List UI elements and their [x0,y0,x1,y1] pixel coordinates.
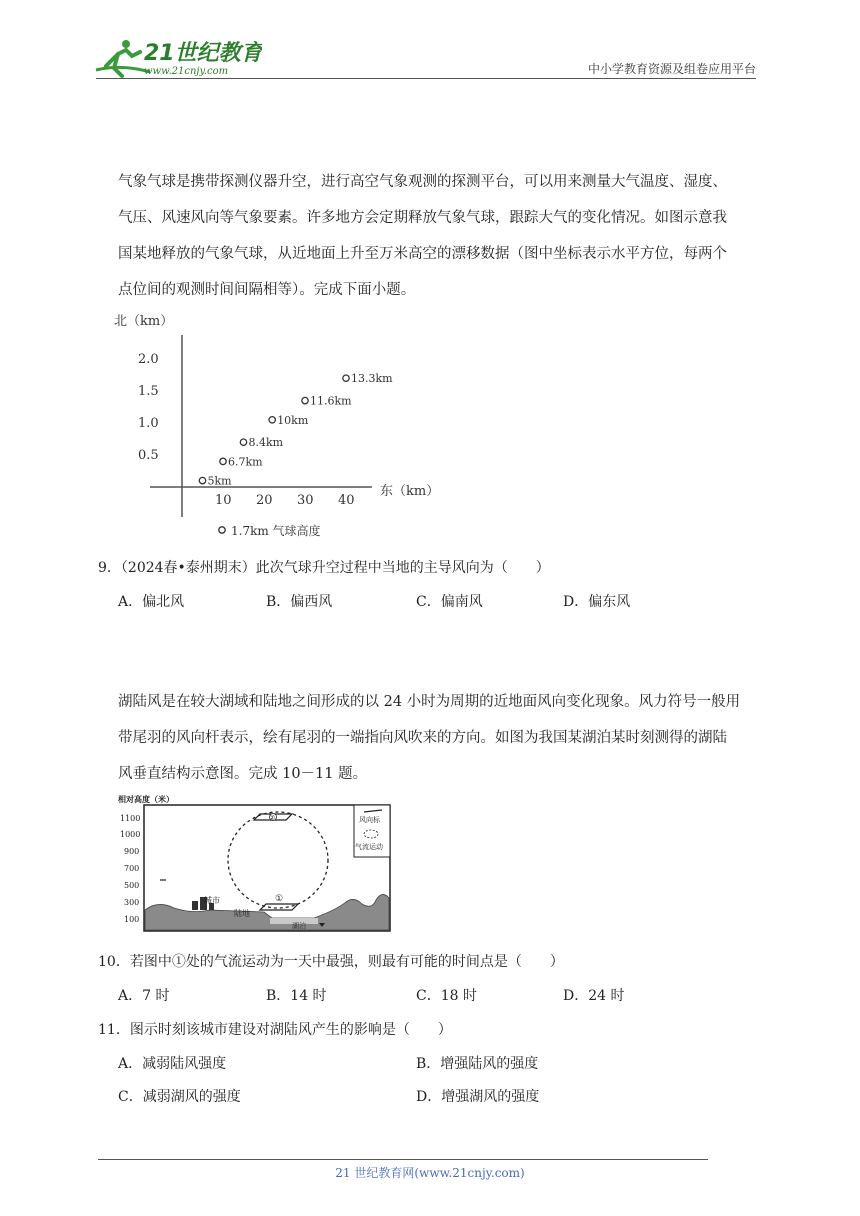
data-point [302,397,308,403]
legend-wind-text: 风向标 [359,816,380,824]
y-tick: 1000 [120,830,141,839]
passage-line: 气压、风速风向等气象要素。许多地方会定期释放气象气球，跟踪大气的变化情况。如图示意我 [118,210,727,226]
y-axis-label: 北（km） [114,314,174,329]
label-land: 陆地 [234,909,250,918]
q11-option-b[interactable]: B．增强陆风的强度 [416,1056,539,1072]
q9-option-b[interactable]: B．偏西风 [266,594,333,610]
q11-option-d[interactable]: D．增强湖风的强度 [416,1089,540,1105]
logo-main-text: 21世纪教育 [144,41,262,66]
x-axis-label: 东（km） [380,484,440,499]
question-9-stem: 9．（2024春•泰州期末）此次气球升空过程中当地的主导风向为（ ） [98,560,550,576]
q9-option-d[interactable]: D．偏东风 [563,594,631,610]
platform-name: 中小学教育资源及组卷应用平台 [587,62,756,76]
passage-2 [118,684,778,792]
y-tick: 500 [124,881,140,890]
q10-option-b[interactable]: B．14 时 [266,988,327,1004]
runner-icon [96,40,150,76]
question-10-stem: 10．若图中①处的气流运动为一天中最强，则最有可能的时间点是（ ） [98,954,564,970]
data-point-label: 6.7km [228,455,263,469]
header-divider [96,78,756,79]
y-tick: 700 [124,864,140,873]
passage-line: 湖陆风是在较大湖域和陆地之间形成的以 24 小时为周期的近地面风向变化现象。风力符号一般用 [118,694,741,710]
data-point-label: 11.6km [310,394,352,408]
site-logo [92,36,262,80]
x-tick-label: 40 [338,493,355,508]
diagram-y-label: 相对高度（米） [118,794,174,804]
data-point [269,417,275,423]
data-point [343,375,349,381]
balloon-drift-chart [110,305,470,545]
lake-breeze-diagram [114,792,394,934]
y-tick-label: 2.0 [138,352,159,367]
x-tick-label: 20 [256,493,273,508]
footer-divider [98,1159,708,1160]
y-tick: 1100 [120,814,141,823]
mark-1: ① [275,894,284,904]
passage-line: 气象气球是携带探测仪器升空，进行高空气象观测的探测平台，可以用来测量大气温度、湿度、 [118,174,727,190]
q9-option-c[interactable]: C．偏南风 [416,594,483,610]
data-point [220,458,226,464]
data-point-label: 5km [207,474,232,488]
data-point-label: 13.3km [351,372,393,386]
q9-option-a[interactable]: A．偏北风 [118,594,185,610]
legend-text: 1.7km 气球高度 [231,524,321,538]
logo-url-text: www.21cnjy.com [144,66,229,77]
q11-option-a[interactable]: A．减弱陆风强度 [118,1056,227,1072]
label-lake: 湖泊 [292,922,306,930]
y-tick-label: 0.5 [138,448,159,463]
y-tick: 900 [124,847,140,856]
mark-2: ② [269,814,276,822]
y-tick-label: 1.0 [138,416,159,431]
x-tick-label: 10 [215,493,232,508]
footer-link[interactable]: 21 世纪教育网(www.21cnjy.com) [335,1166,525,1180]
data-point-label: 8.4km [248,436,284,450]
x-tick-label: 30 [297,493,314,508]
y-tick: 100 [124,915,140,924]
legend-flow-text: 气流运动 [355,843,383,851]
data-point-label: 10km [277,413,309,427]
q10-option-a[interactable]: A．7 时 [118,988,170,1004]
q10-option-c[interactable]: C．18 时 [416,988,477,1004]
data-point [199,477,205,483]
passage-line: 国某地释放的气象气球，从近地面上升至万米高空的漂移数据（图中坐标表示水平方位，每两个 [118,246,727,262]
data-point [240,439,246,445]
terrain [145,894,389,930]
passage-line: 风垂直结构示意图。完成 10－11 题。 [118,766,368,782]
q10-option-d[interactable]: D．24 时 [563,988,625,1004]
passage-line: 带尾羽的风向杆表示，绘有尾羽的一端指向风吹来的方向。如图为我国某湖泊某时刻测得的湖陆 [118,730,727,746]
label-city: 城市 [204,896,220,905]
passage-1 [118,164,778,308]
q11-option-c[interactable]: C．减弱湖风的强度 [118,1089,241,1105]
passage-line: 点位间的观测时间间隔相等）。完成下面小题。 [118,282,416,298]
legend-marker [219,527,225,533]
question-11-stem: 11．图示时刻该城市建设对湖陆风产生的影响是（ ） [98,1022,452,1038]
wind-vane-1 [260,904,298,910]
y-tick: 300 [124,898,140,907]
y-tick-label: 1.5 [138,384,159,399]
